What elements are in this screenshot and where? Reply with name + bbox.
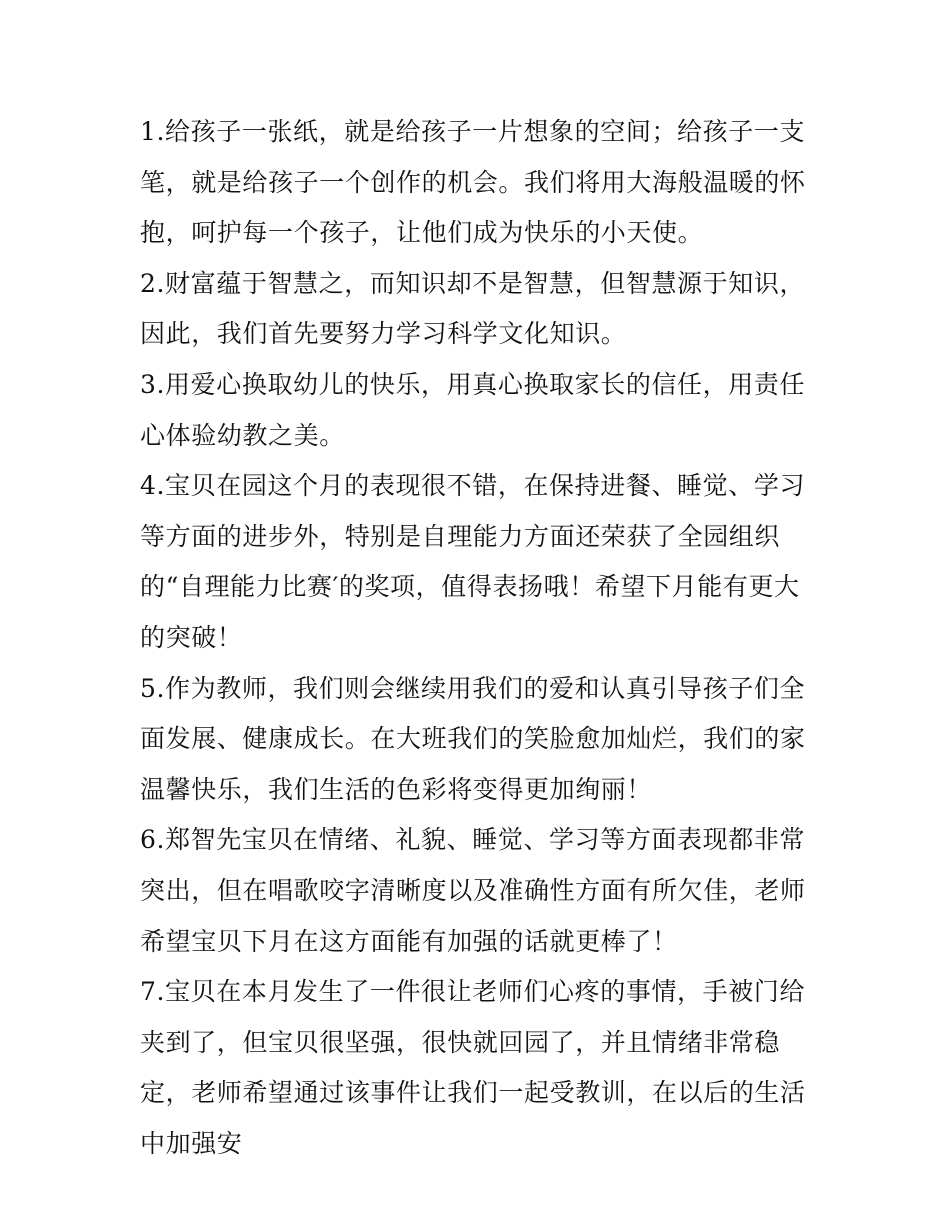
paragraph-3: 3.用爱心换取幼儿的快乐，用真心换取家长的信任，用责任心体验幼教之美。 (140, 369, 806, 450)
paragraph-5: 5.作为教师，我们则会继续用我们的爱和认真引导孩子们全面发展、健康成长。在大班我们的笑脸愈加灿烂，我们的家温馨快乐，我们生活的色彩将变得更加绚丽！ (140, 673, 806, 804)
paragraph-1: 1.给孩子一张纸，就是给孩子一片想象的空间；给孩子一支笔，就是给孩子一个创作的机会。我们将用大海般温暖的怀抱，呵护每一个孩子，让他们成为快乐的小天使。 (140, 117, 806, 248)
paragraph-4: 4.宝贝在园这个月的表现很不错，在保持进餐、睡觉、学习等方面的进步外，特别是自理能力方面还荣获了全园组织的“自理能力比赛′的奖项，值得表扬哦！希望下月能有更大的突破！ (140, 471, 806, 652)
paragraph-7: 7.宝贝在本月发生了一件很让老师们心疼的事情，手被门给夹到了，但宝贝很坚强，很快就回园了，并且情绪非常稳定，老师希望通过该事件让我们一起受教训，在以后的生活中加强安 (140, 977, 806, 1158)
paragraph-6: 6.郑智先宝贝在情绪、礼貌、睡觉、学习等方面表现都非常突出，但在唱歌咬字清晰度以及准确性方面有所欠佳，老师希望宝贝下月在这方面能有加强的话就更棒了！ (140, 825, 806, 956)
paragraph-2: 2.财富蕴于智慧之，而知识却不是智慧，但智慧源于知识，因此，我们首先要努力学习科学文化知识。 (140, 268, 806, 349)
document-body (140, 107, 820, 1169)
